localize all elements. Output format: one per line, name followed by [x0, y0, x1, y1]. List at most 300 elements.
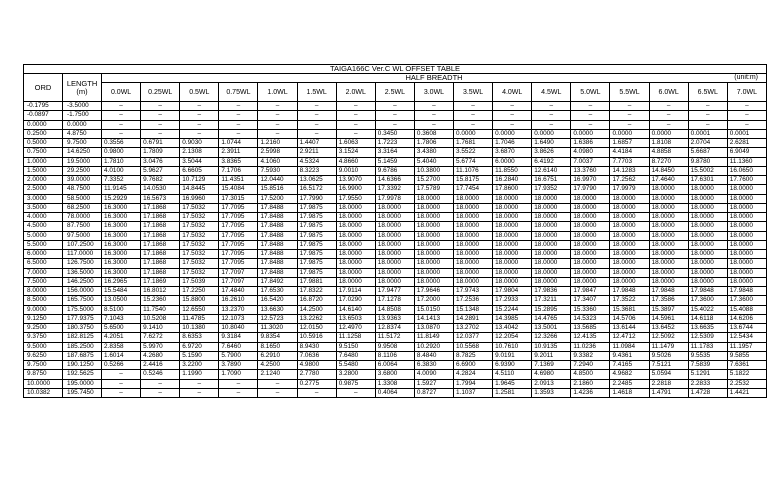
half-breadth-cell: 6.2910	[258, 351, 297, 360]
half-breadth-cell: 16.3000	[102, 213, 141, 222]
half-breadth-cell: 11.3020	[258, 324, 297, 333]
half-breadth-cell: –	[571, 111, 610, 120]
half-breadth-cell: 18.0000	[727, 250, 766, 259]
half-breadth-cell: 1.7994	[454, 379, 493, 388]
half-breadth-cell: 17.1868	[141, 259, 180, 268]
half-breadth-cell: –	[141, 379, 180, 388]
half-breadth-cell: 8.6353	[180, 333, 219, 342]
ord-cell: 1.5000	[24, 166, 63, 175]
half-breadth-cell: 2.3911	[219, 148, 258, 157]
half-breadth-cell: 1.7806	[414, 139, 453, 148]
half-breadth-cell: 13.2262	[297, 314, 336, 323]
half-breadth-cell: 13.2702	[454, 324, 493, 333]
half-breadth-cell: 17.8488	[258, 231, 297, 240]
half-breadth-cell: 18.0000	[610, 194, 649, 203]
half-breadth-cell: 14.2891	[454, 314, 493, 323]
half-breadth-cell: 3.8365	[219, 157, 258, 166]
half-breadth-cell: 17.7600	[727, 176, 766, 185]
half-breadth-cell: 18.0000	[532, 222, 571, 231]
table-row	[24, 305, 767, 314]
half-breadth-cell: 18.0000	[727, 268, 766, 277]
half-breadth-cell: 17.4640	[649, 176, 688, 185]
half-breadth-cell: 11.1258	[336, 333, 375, 342]
half-breadth-cell: 18.0000	[375, 259, 414, 268]
half-breadth-cell: –	[454, 120, 493, 129]
half-breadth-cell: 11.5172	[375, 333, 414, 342]
half-breadth-cell: 13.3760	[571, 166, 610, 175]
half-breadth-cell: –	[375, 120, 414, 129]
half-breadth-cell: 18.0000	[727, 213, 766, 222]
half-breadth-cell: 14.1283	[610, 166, 649, 175]
half-breadth-cell: 17.9477	[375, 287, 414, 296]
half-breadth-cell: 15.0150	[414, 305, 453, 314]
length-cell: 4.8750	[63, 129, 102, 138]
half-breadth-cell: 18.0000	[649, 213, 688, 222]
half-breadth-cell: 0.4064	[375, 388, 414, 397]
half-breadth-cell: 17.9114	[336, 287, 375, 296]
half-breadth-cell: 16.8720	[297, 296, 336, 305]
half-breadth-cell: 1.3308	[375, 379, 414, 388]
table-row	[24, 231, 767, 240]
half-breadth-cell: 17.3600	[727, 296, 766, 305]
length-cell: 195.0000	[63, 379, 102, 388]
half-breadth-cell: 1.7809	[141, 148, 180, 157]
half-breadth-cell: 11.0984	[610, 342, 649, 351]
half-breadth-cell: 4.1060	[258, 157, 297, 166]
half-breadth-cell: 18.0000	[571, 231, 610, 240]
half-breadth-cell: 1.4236	[571, 388, 610, 397]
half-breadth-cell: 18.0000	[688, 259, 727, 268]
half-breadth-cell: 0.9800	[102, 148, 141, 157]
half-breadth-cell: 17.9550	[336, 194, 375, 203]
half-breadth-cell: –	[141, 120, 180, 129]
half-breadth-cell: 18.0000	[454, 222, 493, 231]
half-breadth-cell: 18.0000	[571, 194, 610, 203]
half-breadth-cell: 7.5930	[258, 166, 297, 175]
length-cell: 190.1250	[63, 361, 102, 370]
half-breadth-cell: –	[375, 102, 414, 111]
half-breadth-cell: 18.0000	[414, 268, 453, 277]
ord-cell: 0.5000	[24, 139, 63, 148]
half-breadth-cell: 6.3830	[414, 361, 453, 370]
half-breadth-cell: 12.5092	[649, 333, 688, 342]
half-breadth-cell: 12.8374	[375, 324, 414, 333]
half-breadth-cell: 14.5961	[649, 314, 688, 323]
ord-cell: 2.0000	[24, 176, 63, 185]
half-breadth-cell: 17.5032	[180, 259, 219, 268]
half-breadth-cell: 1.1037	[454, 388, 493, 397]
half-breadth-cell: 1.8108	[649, 139, 688, 148]
half-breadth-cell: 17.3586	[649, 296, 688, 305]
ord-cell: 9.2500	[24, 324, 63, 333]
half-breadth-cell: –	[414, 111, 453, 120]
half-breadth-cell: 10.7610	[493, 342, 532, 351]
half-breadth-cell: 18.0000	[375, 213, 414, 222]
half-breadth-cell: 18.0000	[375, 277, 414, 286]
half-breadth-cell: 13.0870	[414, 324, 453, 333]
half-breadth-cell: 14.2500	[297, 305, 336, 314]
half-breadth-cell: 15.2360	[141, 296, 180, 305]
half-breadth-cell: 7.1369	[532, 361, 571, 370]
length-cell: 0.0000	[63, 120, 102, 129]
half-breadth-cell: 4.9800	[297, 361, 336, 370]
half-breadth-cell: 17.9875	[297, 240, 336, 249]
half-breadth-cell: 15.2700	[414, 176, 453, 185]
half-breadth-cell: 18.0000	[336, 240, 375, 249]
half-breadth-cell: –	[610, 111, 649, 120]
length-cell: 19.5000	[63, 157, 102, 166]
table-row	[24, 277, 767, 286]
half-breadth-cell: 9.3184	[219, 333, 258, 342]
half-breadth-cell: 8.9430	[297, 342, 336, 351]
half-breadth-cell: 13.6635	[688, 324, 727, 333]
ord-cell: 4.5000	[24, 222, 63, 231]
length-cell: 68.2500	[63, 203, 102, 212]
half-breadth-cell: 11.1957	[727, 342, 766, 351]
wl-column-header: 6.5WL	[688, 83, 727, 102]
half-breadth-cell: 17.8488	[258, 203, 297, 212]
half-breadth-cell: 11.1076	[454, 166, 493, 175]
half-breadth-cell: 13.5685	[571, 324, 610, 333]
half-breadth-cell: –	[571, 102, 610, 111]
half-breadth-cell: 5.4040	[414, 157, 453, 166]
half-breadth-cell: 18.0000	[414, 213, 453, 222]
half-breadth-cell: 9.4361	[610, 351, 649, 360]
half-breadth-cell: 17.7095	[219, 240, 258, 249]
table-row	[24, 342, 767, 351]
half-breadth-cell: 17.4840	[219, 287, 258, 296]
half-breadth-cell: –	[141, 129, 180, 138]
half-breadth-cell: 15.4088	[727, 305, 766, 314]
half-breadth-cell: 8.3223	[297, 166, 336, 175]
half-breadth-cell: 17.2000	[414, 296, 453, 305]
table-row	[24, 250, 767, 259]
wl-column-header: 2.5WL	[375, 83, 414, 102]
half-breadth-cell: 17.9848	[688, 287, 727, 296]
half-breadth-cell: 3.5522	[454, 148, 493, 157]
half-breadth-cell: 17.9743	[454, 287, 493, 296]
half-breadth-cell: –	[258, 111, 297, 120]
half-breadth-cell: –	[336, 120, 375, 129]
length-cell: 39.0000	[63, 176, 102, 185]
half-breadth-cell: –	[649, 111, 688, 120]
half-breadth-cell: 18.0000	[414, 203, 453, 212]
half-breadth-cell: 12.6140	[532, 166, 571, 175]
half-breadth-cell: 16.3000	[102, 231, 141, 240]
half-breadth-cell: 4.8858	[649, 148, 688, 157]
length-cell: -3.5000	[63, 102, 102, 111]
half-breadth-cell: 10.2920	[414, 342, 453, 351]
half-breadth-cell: 15.4022	[688, 305, 727, 314]
half-breadth-cell: 15.8800	[180, 296, 219, 305]
half-breadth-cell: 18.0000	[532, 213, 571, 222]
half-breadth-cell: 14.5323	[571, 314, 610, 323]
table-row	[24, 148, 767, 157]
half-breadth-cell: –	[532, 102, 571, 111]
half-breadth-cell: 17.3211	[532, 296, 571, 305]
half-breadth-cell: 17.5032	[180, 203, 219, 212]
half-breadth-cell: 0.5246	[141, 370, 180, 379]
half-breadth-cell: 8.5100	[102, 305, 141, 314]
half-breadth-cell: 9.6786	[375, 166, 414, 175]
half-breadth-cell: 18.0000	[688, 222, 727, 231]
half-breadth-cell: 11.1783	[688, 342, 727, 351]
half-breadth-cell: 0.0000	[649, 129, 688, 138]
half-breadth-cell: 14.8445	[180, 185, 219, 194]
half-breadth-cell: 17.9875	[297, 268, 336, 277]
half-breadth-cell: 17.9352	[532, 185, 571, 194]
half-breadth-cell: 1.7223	[375, 139, 414, 148]
half-breadth-cell: 7.6361	[727, 361, 766, 370]
half-breadth-cell: 9.8354	[258, 333, 297, 342]
half-breadth-cell: 18.0000	[532, 259, 571, 268]
half-breadth-cell: 12.1073	[219, 314, 258, 323]
half-breadth-cell: 4.9682	[610, 370, 649, 379]
table-row	[24, 324, 767, 333]
half-breadth-cell: 4.2824	[454, 370, 493, 379]
half-breadth-cell: 12.4712	[610, 333, 649, 342]
half-breadth-cell: 17.5032	[180, 222, 219, 231]
ord-cell: 9.8750	[24, 370, 63, 379]
half-breadth-cell: 18.0000	[375, 240, 414, 249]
half-breadth-cell: 13.0625	[297, 176, 336, 185]
half-breadth-cell: 17.8488	[258, 240, 297, 249]
half-breadth-cell: –	[141, 388, 180, 397]
wl-column-header: 1.5WL	[297, 83, 336, 102]
half-breadth-cell: 17.5789	[414, 185, 453, 194]
half-breadth-cell: 18.0000	[649, 268, 688, 277]
half-breadth-cell: 10.7129	[180, 176, 219, 185]
half-breadth-cell: 1.4618	[610, 388, 649, 397]
length-cell: 192.5625	[63, 370, 102, 379]
half-breadth-cell: 7.5121	[649, 361, 688, 370]
ord-cell: 8.0000	[24, 287, 63, 296]
table-body	[24, 102, 767, 398]
half-breadth-cell: 14.6206	[727, 314, 766, 323]
half-breadth-cell: –	[688, 120, 727, 129]
half-breadth-cell: 5.6500	[102, 324, 141, 333]
half-breadth-cell: 17.8488	[258, 213, 297, 222]
half-breadth-cell: 18.0000	[610, 222, 649, 231]
wl-column-header: 0.75WL	[219, 83, 258, 102]
half-breadth-cell: 3.0476	[141, 157, 180, 166]
half-breadth-cell: 17.9848	[727, 287, 766, 296]
half-breadth-cell: 1.7046	[493, 139, 532, 148]
half-breadth-cell: 0.3556	[102, 139, 141, 148]
half-breadth-cell: 0.0000	[571, 129, 610, 138]
half-breadth-cell: 0.8727	[414, 388, 453, 397]
half-breadth-cell: 11.4351	[219, 176, 258, 185]
half-breadth-cell: 5.6774	[454, 157, 493, 166]
ord-cell: 10.0000	[24, 379, 63, 388]
wl-offset-table	[23, 64, 767, 398]
half-breadth-cell: 1.5927	[414, 379, 453, 388]
ord-cell: 0.0000	[24, 120, 63, 129]
half-breadth-cell: 17.9875	[297, 259, 336, 268]
half-breadth-cell: 14.6118	[688, 314, 727, 323]
half-breadth-cell: 18.0000	[649, 185, 688, 194]
half-breadth-cell: 3.1524	[336, 148, 375, 157]
half-breadth-cell: 13.5001	[532, 324, 571, 333]
half-breadth-cell: 13.0500	[102, 296, 141, 305]
half-breadth-cell: 18.0000	[493, 222, 532, 231]
half-breadth-cell: 17.7095	[219, 213, 258, 222]
table-row	[24, 120, 767, 129]
length-cell: 107.2500	[63, 240, 102, 249]
half-breadth-cell: –	[532, 111, 571, 120]
half-breadth-cell: 18.0000	[688, 203, 727, 212]
half-breadth-cell: –	[219, 379, 258, 388]
half-breadth-cell: 5.9970	[141, 342, 180, 351]
half-breadth-cell: 17.5032	[180, 231, 219, 240]
table-row	[24, 361, 767, 370]
half-breadth-cell: 9.5150	[336, 342, 375, 351]
half-breadth-cell: 17.8600	[493, 185, 532, 194]
half-breadth-cell: 18.0000	[727, 240, 766, 249]
half-breadth-cell: 2.0704	[688, 139, 727, 148]
half-breadth-cell: 17.3015	[219, 194, 258, 203]
wl-column-header: 3.0WL	[414, 83, 453, 102]
half-breadth-cell: 17.9836	[532, 287, 571, 296]
half-breadth-cell: 18.0000	[571, 213, 610, 222]
half-breadth-cell: 7.5839	[688, 361, 727, 370]
half-breadth-cell: 14.3985	[493, 314, 532, 323]
half-breadth-cell: –	[297, 111, 336, 120]
wl-column-header: 5.0WL	[571, 83, 610, 102]
half-breadth-cell: 3.5044	[180, 157, 219, 166]
half-breadth-cell: 5.1459	[375, 157, 414, 166]
half-breadth-cell: 18.0000	[493, 259, 532, 268]
half-breadth-cell: 12.5723	[258, 314, 297, 323]
half-breadth-cell: 0.3450	[375, 129, 414, 138]
ord-cell: 5.0000	[24, 231, 63, 240]
half-breadth-cell: 15.5002	[688, 166, 727, 175]
half-breadth-cell: 4.2051	[102, 333, 141, 342]
table-row	[24, 194, 767, 203]
half-breadth-cell: 18.0000	[571, 268, 610, 277]
half-breadth-cell: 18.0000	[454, 240, 493, 249]
half-breadth-cell: 14.1413	[414, 314, 453, 323]
half-breadth-cell: 18.0000	[336, 277, 375, 286]
half-breadth-cell: 4.0980	[571, 148, 610, 157]
half-breadth-cell: 7.6272	[141, 333, 180, 342]
half-breadth-cell: 17.1868	[141, 250, 180, 259]
half-breadth-cell: 17.9790	[571, 185, 610, 194]
half-breadth-cell: 7.6460	[219, 342, 258, 351]
table-row	[24, 157, 767, 166]
ord-cell: 9.3750	[24, 333, 63, 342]
ord-cell: 9.0000	[24, 305, 63, 314]
half-breadth-cell: 17.5032	[180, 213, 219, 222]
half-breadth-cell: 18.0000	[727, 185, 766, 194]
table-row	[24, 139, 767, 148]
ord-cell: 4.0000	[24, 213, 63, 222]
half-breadth-cell: 12.5434	[727, 333, 766, 342]
half-breadth-cell: 18.0000	[610, 277, 649, 286]
half-breadth-cell: 4.8500	[571, 370, 610, 379]
half-breadth-cell: 18.0000	[649, 250, 688, 259]
half-breadth-cell: 17.7097	[219, 268, 258, 277]
half-breadth-cell: 18.0000	[375, 203, 414, 212]
half-breadth-cell: –	[727, 102, 766, 111]
half-breadth-cell: 16.6751	[532, 176, 571, 185]
ord-cell: 1.0000	[24, 157, 63, 166]
half-breadth-cell: 1.6063	[336, 139, 375, 148]
half-breadth-cell: 0.0001	[727, 129, 766, 138]
length-cell: 126.7500	[63, 259, 102, 268]
half-breadth-cell: 18.0000	[610, 268, 649, 277]
half-breadth-cell: –	[258, 388, 297, 397]
half-breadth-cell: 5.1590	[180, 351, 219, 360]
half-breadth-cell: 18.0000	[649, 194, 688, 203]
half-breadth-cell: 17.9646	[414, 287, 453, 296]
half-breadth-cell: 4.6980	[532, 370, 571, 379]
half-breadth-cell: 11.4785	[180, 314, 219, 323]
half-breadth-cell: –	[414, 120, 453, 129]
half-breadth-cell: 18.0000	[571, 250, 610, 259]
table-row	[24, 268, 767, 277]
half-breadth-cell: 17.2562	[610, 176, 649, 185]
half-breadth-cell: 17.2250	[180, 287, 219, 296]
half-breadth-cell: 17.3407	[571, 296, 610, 305]
half-breadth-cell: 18.0000	[336, 268, 375, 277]
table-row	[24, 351, 767, 360]
half-breadth-cell: 1.7810	[102, 157, 141, 166]
half-breadth-cell: 18.0000	[493, 213, 532, 222]
half-breadth-cell: 16.9900	[336, 185, 375, 194]
half-breadth-cell: 18.0000	[454, 194, 493, 203]
half-breadth-cell: –	[258, 379, 297, 388]
half-breadth-cell: 0.9030	[180, 139, 219, 148]
half-breadth-cell: 17.7097	[219, 277, 258, 286]
half-breadth-cell: 18.0000	[649, 259, 688, 268]
half-breadth-cell: 3.6800	[375, 370, 414, 379]
half-breadth-cell: 16.8012	[141, 287, 180, 296]
half-breadth-cell: 18.0000	[727, 222, 766, 231]
half-breadth-cell: 18.0000	[454, 268, 493, 277]
half-breadth-cell: 17.9804	[493, 287, 532, 296]
half-breadth-cell: 18.0000	[336, 203, 375, 212]
half-breadth-cell: 17.8488	[258, 222, 297, 231]
half-breadth-cell: 5.7900	[219, 351, 258, 360]
title-row	[24, 65, 767, 74]
half-breadth-cell: 16.5172	[297, 185, 336, 194]
half-breadth-cell: 6.9390	[493, 361, 532, 370]
half-breadth-cell: 18.0000	[727, 203, 766, 212]
half-breadth-cell: 8.1650	[258, 342, 297, 351]
half-breadth-cell: –	[493, 102, 532, 111]
half-breadth-cell: 16.3000	[102, 222, 141, 231]
half-breadth-cell: 4.0090	[414, 370, 453, 379]
half-breadth-cell: 18.0000	[414, 250, 453, 259]
group-header-row	[24, 74, 767, 83]
half-breadth-cell: 11.8550	[493, 166, 532, 175]
wl-column-header: 3.5WL	[454, 83, 493, 102]
half-breadth-cell: 0.2775	[297, 379, 336, 388]
half-breadth-cell: 18.0000	[610, 240, 649, 249]
half-breadth-cell: 3.3164	[375, 148, 414, 157]
half-breadth-cell: 18.0000	[414, 231, 453, 240]
half-breadth-cell: 7.3352	[102, 176, 141, 185]
half-breadth-cell: –	[493, 111, 532, 120]
half-breadth-cell: 8.7270	[649, 157, 688, 166]
half-breadth-cell: 2.7780	[297, 370, 336, 379]
half-breadth-cell: 7.0037	[571, 157, 610, 166]
half-breadth-cell: 18.0000	[571, 277, 610, 286]
table-row	[24, 213, 767, 222]
half-breadth-cell: 16.0650	[727, 166, 766, 175]
half-breadth-cell: 18.0000	[454, 250, 493, 259]
